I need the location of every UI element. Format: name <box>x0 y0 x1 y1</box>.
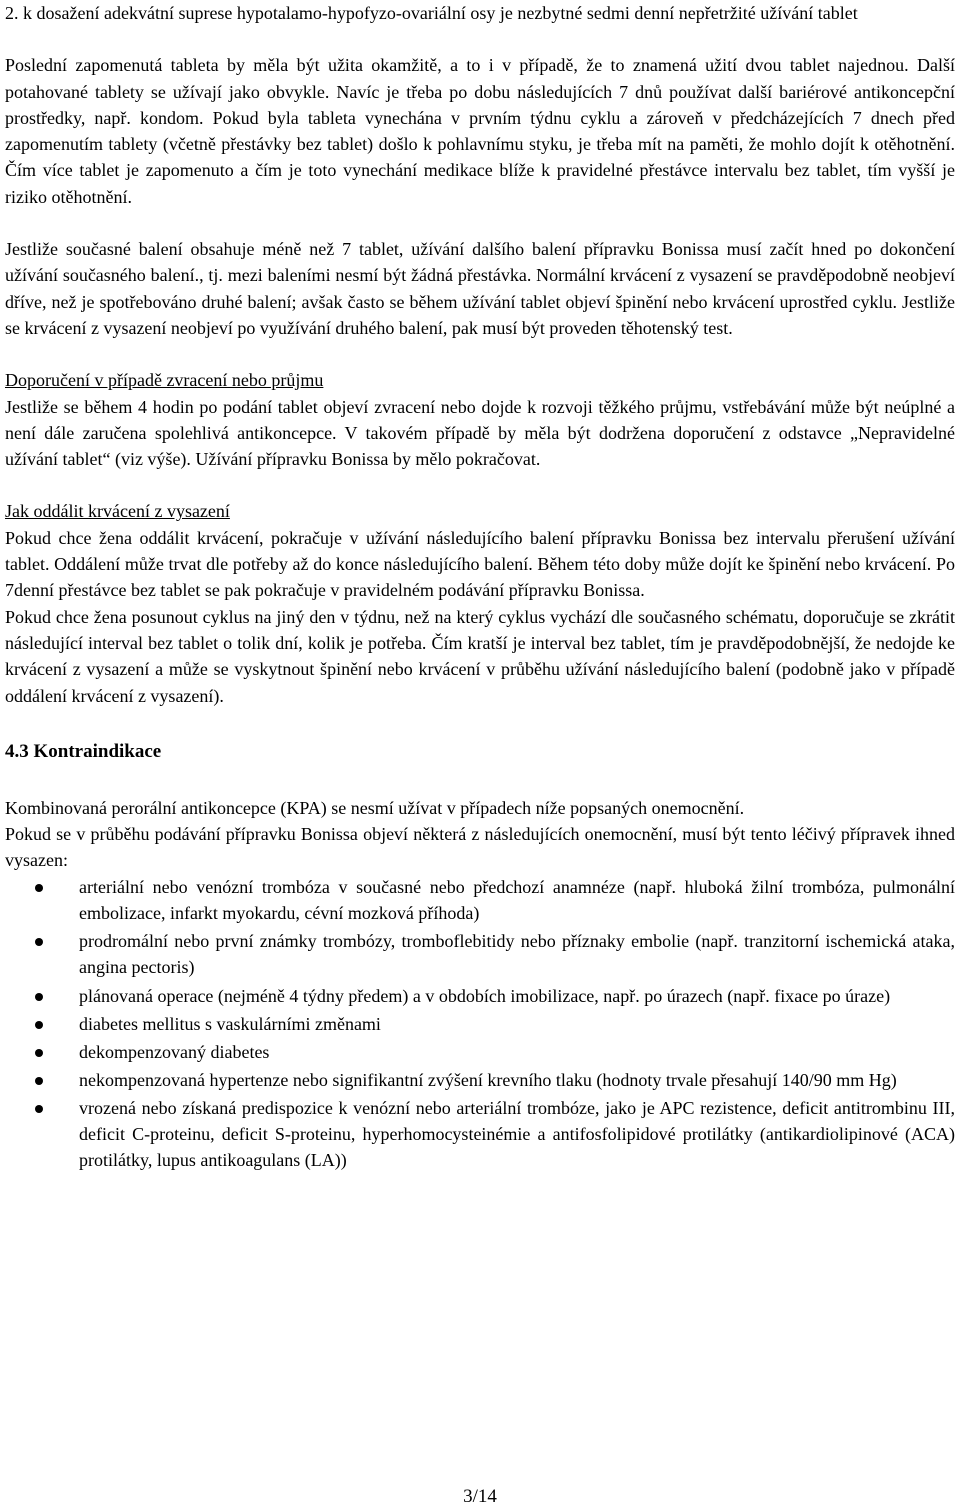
paragraph-contraindications-intro-1: Kombinovaná perorální antikoncepce (KPA) se nesmí užívat v případech níže popsaných onemocnění. <box>5 797 745 818</box>
paragraph-delay-bleeding-1: Pokud chce žena oddálit krvácení, pokračuje v užívání následujícího balení přípravku Bonissa bez intervalu přerušení užívání tablet. Oddálení může trvat dle potřeby až do konce následujícího balení. Během této doby může dojít ke špinění nebo krvácení. Po 7denní přestávce bez tablet se pak pokračuje v pravidelném podávání přípravku Bonissa. <box>5 527 955 601</box>
heading-vomiting-diarrhea: Doporučení v případě zvracení nebo průjmu <box>5 370 324 391</box>
document-page <box>5 0 955 1176</box>
paragraph-vomiting-diarrhea: Jestliže se během 4 hodin po podání tablet objeví zvracení nebo dojde k rozvoji těžkého průjmu, vstřebávání může být neúplné a není dále zaručena spolehlivá antikoncepce. V takovém případě by měla být dodržena doporučení z odstavce „Nepravidelné užívání tablet“ (viz výše). Užívání přípravku Bonissa by mělo pokračovat. <box>5 396 955 470</box>
bullet-icon <box>35 1105 43 1113</box>
list-item: prodromální nebo první známky trombózy, tromboflebitidy nebo příznaky embolie (např. tranzitorní ischemická ataka, angina pectoris) <box>5 928 955 981</box>
page-number: 3/14 <box>463 1486 497 1507</box>
list-item: arteriální nebo venózní trombóza v současné nebo předchozí anamnéze (např. hluboká žilní trombóza, pulmonální embolizace, infarkt myokardu, cévní mozková příhoda) <box>5 874 955 927</box>
bullet-icon <box>35 993 43 1001</box>
numbered-item-2: 2. k dosažení adekvátní suprese hypotalamo-hypofyzo-ovariální osy je nezbytné sedmi denní nepřetržité užívání tablet <box>5 3 858 23</box>
section-title-contraindications: 4.3 Kontraindikace <box>5 740 162 762</box>
list-item: plánovaná operace (nejméně 4 týdny předem) a v obdobích imobilizace, např. po úrazech (např. fixace po úraze) <box>5 983 955 1009</box>
bullet-icon <box>35 1049 43 1057</box>
contraindications-list <box>5 874 955 1174</box>
bullet-icon <box>35 1077 43 1085</box>
paragraph-missed-tablet: Poslední zapomenutá tableta by měla být užita okamžitě, a to i v případě, že to znamená užití dvou tablet najednou. Další potahované tablety se užívají jako obvykle. Navíc je třeba po dobu následujících 7 dnů používat další bariérové antikoncepční prostředky, např. kondom. Pokud byla tableta vynechána v prvním týdnu cyklu a zároveň v předcházejících 7 dnech před zapomenutím tablety (včetně přestávky bez tablet) došlo k pohlavnímu styku, je třeba mít na paměti, že mohlo dojít k otěhotnění. Čím více tablet je zapomenuto a čím je toto vynechání medikace blíže k pravidelné přestávce intervalu bez tablet, tím vyšší je riziko otěhotnění. <box>5 55 955 207</box>
list-item: dekompenzovaný diabetes <box>5 1039 955 1065</box>
list-item: nekompenzovaná hypertenze nebo signifikantní zvýšení krevního tlaku (hodnoty trvale přesahují 140/90 mm Hg) <box>5 1067 955 1093</box>
paragraph-package-switch: Jestliže současné balení obsahuje méně než 7 tablet, užívání dalšího balení přípravku Bonissa musí začít hned po dokončení užívání současného balení., tj. mezi baleními nesmí být žádná přestávka. Normální krvácení z vysazení se pravděpodobně neobjeví dříve, než je spotřebováno druhé balení; avšak často se během užívání tablet objeví špinění nebo krvácení uprostřed cyklu. Jestliže se krvácení z vysazení neobjeví po využívání druhého balení, pak musí být proveden těhotenský test. <box>5 239 955 338</box>
bullet-icon <box>35 1021 43 1029</box>
paragraph-delay-bleeding-2: Pokud chce žena posunout cyklus na jiný den v týdnu, než na který cyklus vychází dle současného schématu, doporučuje se zkrátit následující interval bez tablet o tolik dní, kolik je potřeba. Čím kratší je interval bez tablet, tím je pravděpodobnější, že nedojde ke krvácení z vysazení a může se vyskytnout špinění nebo krvácení v průběhu užívání následujícího balení (podobně jako v případě oddálení krvácení z vysazení). <box>5 606 955 706</box>
list-item: diabetes mellitus s vaskulárními změnami <box>5 1011 955 1037</box>
heading-delay-bleeding: Jak oddálit krvácení z vysazení <box>5 501 230 522</box>
paragraph-contraindications-intro-2: Pokud se v průběhu podávání přípravku Bonissa objeví některá z následujících onemocnění, musí být tento léčivý přípravek ihned vysazen: <box>5 824 955 871</box>
bullet-icon <box>35 938 43 946</box>
bullet-icon <box>35 884 43 892</box>
list-item: vrozená nebo získaná predispozice k venózní nebo arteriální trombóze, jako je APC rezistence, deficit antitrombinu III, deficit C-proteinu, deficit S-proteinu, hyperhomocysteinémie a antifosfolipidové protilátky (antikardiolipinové (ACA) protilátky, lupus antikoagulans (LA)) <box>5 1095 955 1174</box>
